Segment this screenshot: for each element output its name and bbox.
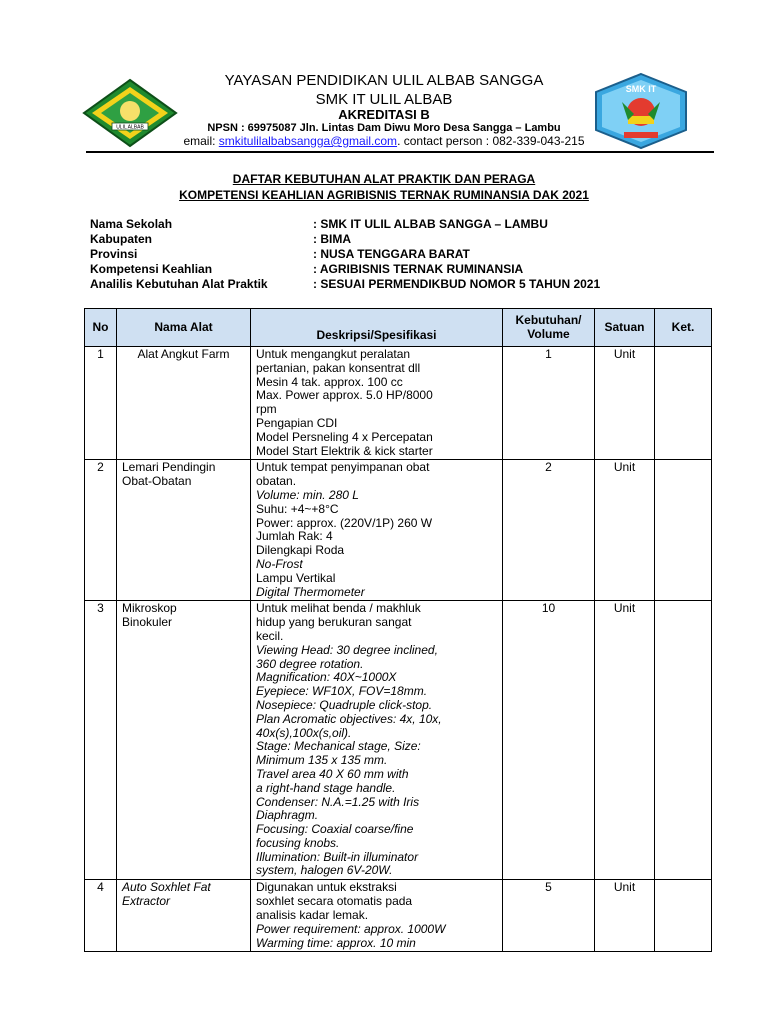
info-row (90, 262, 600, 277)
info-value: : SMK IT ULIL ALBAB SANGGA – LAMBU (313, 217, 548, 231)
info-label: Provinsi (90, 247, 138, 261)
table-header-row (85, 309, 712, 347)
desc-line: Diaphragm. (256, 808, 319, 823)
desc-line: Plan Acromatic objectives: 4x, 10x, (256, 711, 442, 726)
desc-line: Illumination: Built-in illuminator (256, 849, 419, 864)
desc-line: Model Persneling 4 x Percepatan (256, 429, 433, 444)
name-line: Auto Soxhlet Fat (122, 880, 211, 895)
header-qty-line1: Kebutuhan/ (515, 312, 582, 327)
row-qty: 5 (503, 880, 595, 952)
left-logo-text: ULIL ALBAB (116, 124, 144, 131)
desc-line: pertanian, pakan konsentrat dll (256, 360, 421, 375)
info-value: : AGRIBISNIS TERNAK RUMINANSIA (313, 262, 524, 276)
info-row (90, 217, 600, 232)
desc-line: 360 degree rotation. (256, 656, 364, 671)
desc-line: kecil. (256, 628, 284, 643)
desc-line: Condenser: N.A.=1.25 with Iris (256, 794, 420, 809)
row-unit: Unit (595, 460, 655, 601)
desc-line: Suhu: +4~+8°C (256, 501, 339, 516)
desc-line: hidup yang berukuran sangat (256, 615, 412, 630)
row-qty: 1 (503, 347, 595, 460)
header-qty-line2: Volume (527, 326, 570, 341)
desc-line: 40x(s),100x(s,oil). (256, 725, 352, 740)
desc-line: Volume: min. 280 L (256, 487, 359, 502)
school-address: NPSN : 69975087 Jln. Lintas Dam Diwu Moro Desa Sangga – Lambu (207, 122, 561, 134)
info-label: Kabupaten (90, 232, 153, 246)
info-row (90, 232, 600, 247)
desc-line: rpm (256, 402, 277, 417)
row-qty: 10 (503, 601, 595, 880)
row-desc (251, 460, 503, 601)
desc-line: Jumlah Rak: 4 (256, 529, 333, 544)
row-desc (251, 601, 503, 880)
row-desc (251, 347, 503, 460)
name-line: Binokuler (122, 615, 173, 630)
document-subtitle: KOMPETENSI KEAHLIAN AGRIBISNIS TERNAK RUMINANSIA DAK 2021 (179, 188, 589, 202)
desc-line: Nosepiece: Quadruple click-stop. (256, 697, 433, 712)
header-desc-label: Deskripsi/Spesifikasi (316, 328, 437, 343)
foundation-name: YAYASAN PENDIDIKAN ULIL ALBAB SANGGA (224, 72, 544, 89)
info-value: : NUSA TENGGARA BARAT (313, 247, 470, 261)
right-logo-text: SMK IT (625, 84, 657, 94)
row-name (117, 601, 251, 880)
info-label: Kompetensi Keahlian (90, 262, 213, 276)
row-name (117, 880, 251, 952)
row-note (655, 601, 712, 880)
row-unit: Unit (595, 880, 655, 952)
header-unit: Satuan (595, 309, 655, 347)
school-name: SMK IT ULIL ALBAB (315, 91, 453, 108)
info-row (90, 277, 600, 292)
name-line: Lemari Pendingin (122, 460, 216, 475)
name-line: Obat-Obatan (122, 474, 192, 489)
desc-line: Untuk melihat benda / makhluk (256, 601, 421, 616)
row-note (655, 347, 712, 460)
desc-line: Warming time: approx. 10 min (256, 935, 416, 950)
row-no: 1 (85, 347, 117, 460)
document-title: DAFTAR KEBUTUHAN ALAT PRAKTIK DAN PERAGA (232, 172, 536, 186)
desc-line: Untuk tempat penyimpanan obat (256, 460, 430, 475)
row-note (655, 880, 712, 952)
desc-line: Lampu Vertikal (256, 570, 336, 585)
desc-line: Untuk mengangkut peralatan (256, 347, 411, 361)
desc-line: Magnification: 40X~1000X (256, 670, 397, 685)
info-value: : BIMA (313, 232, 351, 246)
row-no: 2 (85, 460, 117, 601)
school-info (90, 217, 600, 292)
equipment-table (84, 308, 712, 952)
header-divider (86, 151, 714, 153)
table-row (85, 601, 712, 880)
row-name (117, 460, 251, 601)
info-value: : SESUAI PERMENDIKBUD NOMOR 5 TAHUN 2021 (313, 277, 601, 291)
header-qty (503, 309, 595, 347)
desc-line: Viewing Head: 30 degree inclined, (256, 642, 438, 657)
email-label: email: (183, 134, 219, 148)
table-row (85, 347, 712, 460)
row-unit: Unit (595, 347, 655, 460)
desc-line: Dilengkapi Roda (256, 543, 345, 558)
table-row (85, 880, 712, 952)
desc-line: soxhlet secara otomatis pada (256, 894, 413, 909)
header-no: No (85, 309, 117, 347)
info-label: Nama Sekolah (90, 217, 173, 231)
desc-line: Digunakan untuk ekstraksi (256, 880, 397, 895)
row-no: 3 (85, 601, 117, 880)
desc-line: obatan. (256, 474, 297, 489)
header-note: Ket. (655, 309, 712, 347)
desc-line: Power requirement: approx. 1000W (256, 921, 446, 936)
row-name: Alat Angkut Farm (117, 347, 251, 460)
row-note (655, 460, 712, 601)
name-line: Mikroskop (122, 601, 177, 616)
row-unit: Unit (595, 601, 655, 880)
desc-line: Focusing: Coaxial coarse/fine (256, 822, 414, 837)
contact-person: . contact person : 082-339-043-215 (397, 134, 585, 148)
row-desc (251, 880, 503, 952)
row-qty: 2 (503, 460, 595, 601)
desc-line: Stage: Mechanical stage, Size: (256, 739, 421, 754)
desc-line: analisis kadar lemak. (256, 907, 369, 922)
desc-line: No-Frost (256, 556, 303, 571)
desc-line: Pengapian CDI (256, 415, 338, 430)
name-line: Extractor (122, 894, 171, 909)
header-name: Nama Alat (117, 309, 251, 347)
info-row (90, 247, 600, 262)
email-link[interactable]: smkitulilalbabsangga@gmail.com (218, 134, 398, 148)
contact-line (0, 134, 768, 148)
desc-line: Eyepiece: WF10X, FOV=18mm. (256, 684, 428, 699)
table-row (85, 460, 712, 601)
desc-line: system, halogen 6V-20W. (256, 863, 393, 878)
desc-line: Travel area 40 X 60 mm with (256, 766, 409, 781)
desc-line: Digital Thermometer (256, 584, 365, 599)
desc-line: Model Start Elektrik & kick starter (256, 443, 433, 458)
row-no: 4 (85, 880, 117, 952)
desc-line: a right-hand stage handle. (256, 780, 396, 795)
header-desc (251, 309, 503, 347)
accreditation: AKREDITASI B (338, 107, 430, 122)
desc-line: focusing knobs. (256, 835, 340, 850)
desc-line: Minimum 135 x 135 mm. (256, 753, 388, 768)
desc-line: Power: approx. (220V/1P) 260 W (256, 515, 433, 530)
desc-line: Mesin 4 tak. approx. 100 cc (256, 374, 403, 389)
desc-line: Max. Power approx. 5.0 HP/8000 (256, 388, 433, 403)
info-label: Analilis Kebutuhan Alat Praktik (90, 277, 268, 291)
